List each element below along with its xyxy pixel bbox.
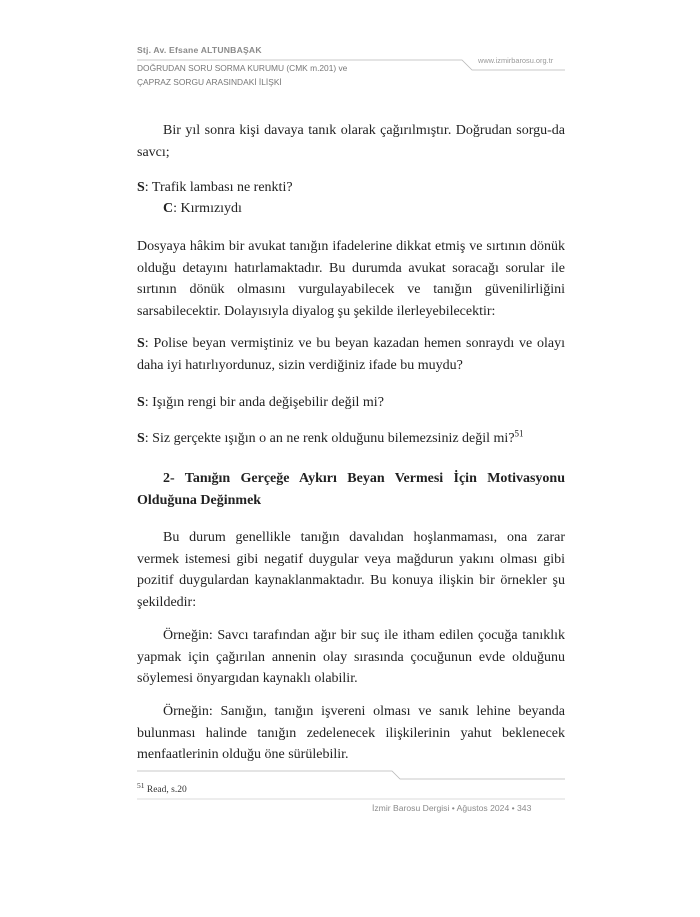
dialog-text: : Trafik lambası ne renkti?: [144, 180, 293, 195]
dialog-question: [137, 428, 565, 450]
speaker-label: S: [137, 395, 145, 410]
dialog-line: [163, 198, 242, 220]
footnote-rule: [0, 765, 700, 785]
dialog-text: : Işığın rengi bir anda değişebilir değil mi?: [144, 395, 384, 410]
dialog-text: : Polise beyan vermiştiniz ve bu beyan kazadan hemen sonraydı ve olayı daha iyi hatırlıyordunuz, sizin verdiğiniz ifade bu muydu?: [137, 336, 565, 373]
footnote: [137, 780, 187, 795]
header-rule: [0, 0, 700, 100]
footnote-number: 51: [137, 780, 145, 790]
speaker-label: S: [137, 336, 145, 351]
speaker-label: C: [163, 201, 174, 216]
dialog-question: [137, 392, 565, 414]
footer-rule: [0, 795, 700, 805]
dialog-line: [137, 177, 293, 199]
header-author: Stj. Av. Efsane ALTUNBAŞAK: [137, 45, 262, 55]
footer-journal: İzmir Barosu Dergisi • Ağustos 2024 • 343: [372, 803, 532, 813]
speaker-label: S: [137, 180, 145, 195]
header-title-line2: ÇAPRAZ SORGU ARASINDAKİ İLİŞKİ: [137, 77, 282, 87]
paragraph: Örneğin: Savcı tarafından ağır bir suç ile itham edilen çocuğa tanıklık yapmak için çağırılan annenin olay sırasında çocuğunun evde olduğunu söylemesi önyargıdan kaynaklı olabilir.: [137, 628, 565, 686]
paragraph: Örneğin: Sanığın, tanığın işvereni olması ve sanık lehine beyanda bulunması halinde tanığın zedelenecek ilişkilerinin yahut beklenecek menfaatlerinin olduğu öne sürülebilir.: [137, 704, 565, 762]
footnote-text: Read, s.20: [146, 785, 187, 795]
paragraph: Bir yıl sonra kişi davaya tanık olarak çağırılmıştır. Doğrudan sorgu-da savcı;: [137, 123, 565, 160]
section-heading: 2- Tanığın Gerçeğe Aykırı Beyan Vermesi İçin Motivasyonu Olduğuna Değinmek: [137, 471, 565, 508]
paragraph: Bu durum genellikle tanığın davalıdan hoşlanmaması, ona zarar vermek istemesi gibi negatif duygular veya mağdurun yakını olması gibi pozitif duygulardan kaynaklanmaktadır. Bu konuya ilişkin bir örnekler şu şekildedir:: [137, 530, 565, 610]
header-title-line1: DOĞRUDAN SORU SORMA KURUMU (CMK m.201) ve: [137, 63, 348, 73]
dialog-text: : Siz gerçekte ışığın o an ne renk olduğunu bilemezsiniz değil mi?: [144, 431, 515, 446]
dialog-question: [137, 333, 565, 376]
speaker-label: S: [137, 431, 145, 446]
dialog-text: : Kırmızıydı: [173, 201, 242, 216]
paragraph: Dosyaya hâkim bir avukat tanığın ifadelerine dikkat etmiş ve sırtının dönük olduğu detayını hatırlamaktadır. Bu durumda avukat soracağı sorular ile sırtının dönük olmasını vurgulayabilecek ve tanığın güvenilirliğini sarsabilecektir. Dolayısıyla diyalog şu şekilde ilerleyebilecektir:: [137, 239, 565, 319]
header-url[interactable]: www.izmirbarosu.org.tr: [478, 56, 554, 65]
footnote-ref[interactable]: 51: [514, 428, 524, 439]
